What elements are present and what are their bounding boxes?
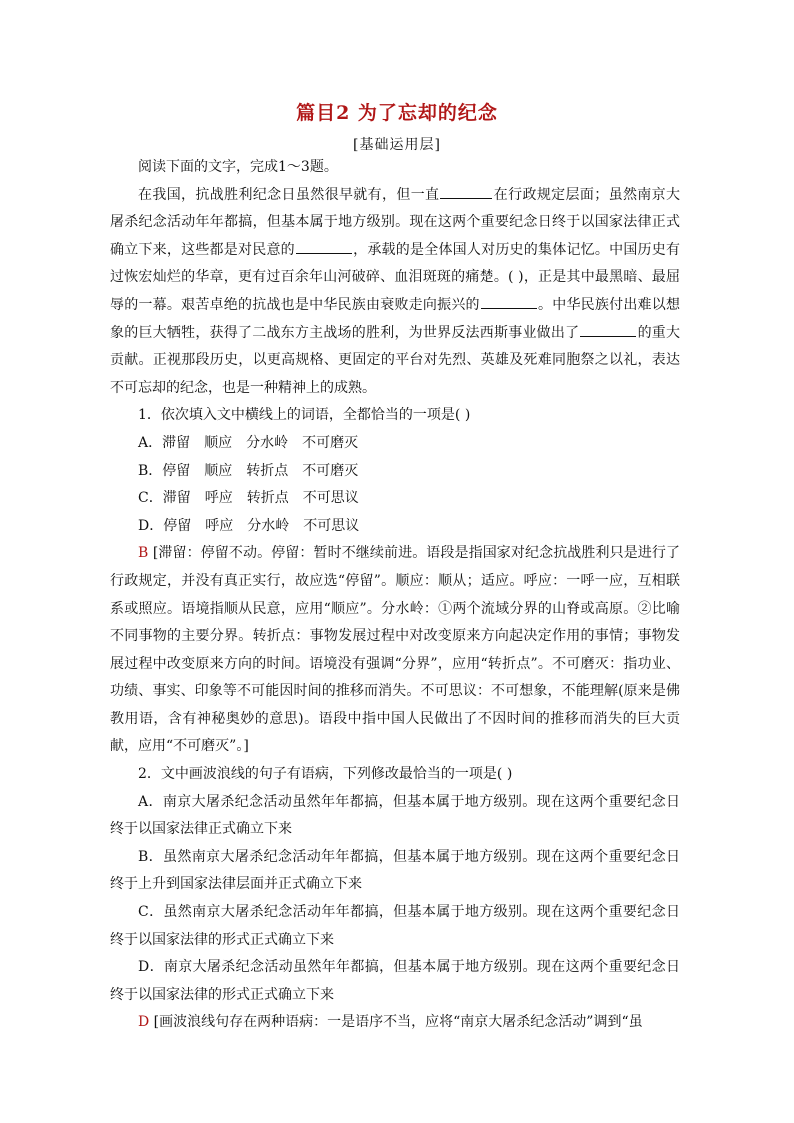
question-2-stem: 2．文中画波浪线的句子有语病，下列修改最恰当的一项是( ) — [138, 766, 513, 783]
passage-text-3: ，承载的是全体国人对历史的集体记忆。中国历史有过恢宏灿烂的华章，更有过百余年山河破碎、血泪斑斑的痛楚。( )，正是其中最黑暗、最屈辱的一幕。艰苦卓绝的抗战也是中华民族由衰败走向振兴的 — [110, 241, 681, 313]
answer-blank-4 — [580, 322, 636, 337]
answer-blank-1 — [440, 184, 492, 199]
question-1-stem: 1．依次填入文中横线上的词语，全都恰当的一项是( ) — [138, 407, 471, 424]
answer-blank-3 — [481, 294, 537, 309]
question-2-explanation-text: [画波浪线句存在两种语病：一是语序不当，应将“南京大屠杀纪念活动”调到“虽 — [149, 1014, 643, 1031]
content-body — [110, 154, 680, 1037]
question-1-option-d: D．停留 呼应 分水岭 不可思议 — [138, 517, 360, 534]
question-2-option-a: A．南京大屠杀纪念活动虽然年年都搞，但基本属于地方级别。现在这两个重要纪念日终于以国家法律正式确立下来 — [110, 793, 680, 838]
passage-text-5: 的重大贡献。正视那段历史，以更高规格、更固定的平台对先烈、英雄及死难同胞祭之以礼，表达不可忘却的纪念，也是一种精神上的成熟。 — [110, 324, 681, 396]
question-1-explanation — [110, 540, 680, 761]
question-2-explanation — [110, 1009, 680, 1037]
question-1-answer: B — [138, 545, 149, 562]
instruction-text: 阅读下面的文字，完成1～3题。 — [138, 159, 338, 175]
question-1-option-b: B．停留 顺应 转折点 不可磨灭 — [138, 462, 359, 479]
question-2-option-b: B．虽然南京大屠杀纪念活动年年都搞，但基本属于地方级别。现在这两个重要纪念日终于上升到国家法律层面并正式确立下来 — [110, 848, 680, 893]
question-2-option-c: C．虽然南京大屠杀纪念活动年年都搞，但基本属于地方级别。现在这两个重要纪念日终于以国家法律的形式正式确立下来 — [110, 904, 680, 948]
question-1-option-a: A．滞留 顺应 分水岭 不可磨灭 — [138, 434, 359, 451]
answer-blank-2 — [296, 239, 352, 254]
passage-paragraph — [110, 182, 680, 403]
question-2-answer: D — [138, 1014, 150, 1031]
question-1-option-c: C．滞留 呼应 转折点 不可思议 — [138, 490, 359, 507]
passage-text-4: 。中华民族付出难以想象的巨大牺牲，获得了二战东方主战场的胜利，为世界反法西斯事业做出了 — [110, 296, 681, 341]
question-2-option-d: D．南京大屠杀纪念活动虽然年年都搞，但基本属于地方级别。现在这两个重要纪念日终于以国家法律的形式正式确立下来 — [110, 959, 680, 1003]
section-label: [基础运用层] — [353, 137, 441, 153]
page-title: 篇目2 为了忘却的纪念 — [296, 102, 498, 124]
passage-text-2: 在行政规定层面；虽然南京大屠杀纪念活动年年都搞，但基本属于地方级别。现在这两个重要纪念日终于以国家法律正式确立下来，这些都是对民意的 — [110, 186, 681, 258]
passage-text-1: 在我国，抗战胜利纪念日虽然很早就有，但一直 — [138, 186, 440, 203]
question-1-explanation-text: [滞留：停留不动。停留：暂时不继续前进。语段是指国家对纪念抗战胜利只是进行了行政规定，并没有真正实行，故应选“停留”。顺应：顺从；适应。呼应：一呼一应，互相联系或照应。语境指顺从民意，应用“顺应”。分水岭：①两个流域分界的山脊或高原。②比喻不同事物的主要分界。转折点：事物发展过程中对改变原来方向起决定作用的事情；事物发展过程中改变原来方向的时间。语境没有强调“分界”，应用“转折点”。不可磨灭：指功业、功绩、事实、印象等不可能因时间的推移而消失。不可思议：不可想象，不能理解(原来是佛教用语，含有神秘奥妙的意思)。语段中指中国人民做出了不因时间的推移而消失的巨大贡献，应用“不可磨灭”。] — [110, 545, 680, 755]
